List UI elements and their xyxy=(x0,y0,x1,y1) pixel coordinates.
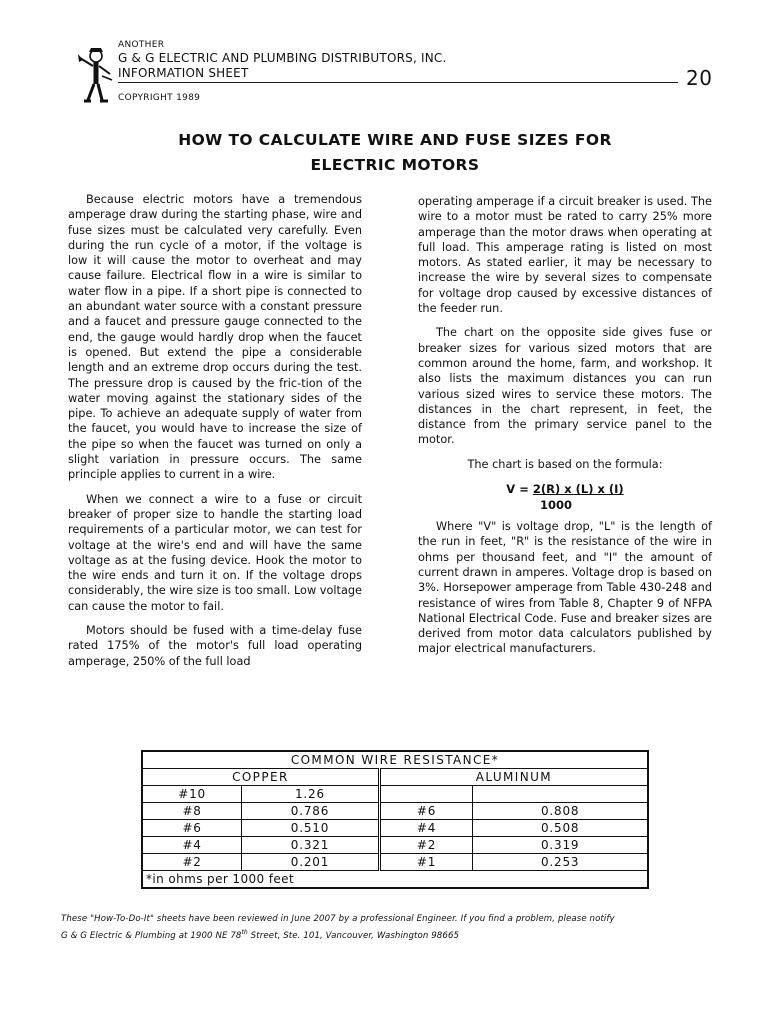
table-footnote: *in ohms per 1000 feet xyxy=(142,871,648,889)
copper-size: #6 xyxy=(142,820,242,837)
title-line-1: HOW TO CALCULATE WIRE AND FUSE SIZES FOR xyxy=(178,131,612,149)
aluminum-size: #1 xyxy=(379,854,473,871)
header-company: G & G ELECTRIC AND PLUMBING DISTRIBUTORS, INC. xyxy=(118,51,447,65)
right-paragraph-1: operating amperage if a circuit breaker is used. The wire to a motor must be rated to carry 25% more amperage than the motor draws when operating at full load. This amperage rating is listed on most motors. As stated earlier, it may be necessary to increase the wire by several sizes to compensate for voltage drop caused by excessive distances of the feeder run. xyxy=(418,195,712,316)
page-header xyxy=(74,40,734,104)
header-copyright: COPYRIGHT 1989 xyxy=(118,93,201,103)
copper-resistance: 1.26 xyxy=(242,786,380,803)
aluminum-resistance: 0.508 xyxy=(473,820,648,837)
aluminum-header: ALUMINUM xyxy=(379,769,648,786)
table-row xyxy=(142,786,648,803)
footer-address-end: Street, Ste. 101, Vancouver, Washington 98665 xyxy=(247,930,460,941)
table-row xyxy=(142,820,648,837)
aluminum-resistance: 0.808 xyxy=(473,803,648,820)
formula xyxy=(418,481,712,497)
page-footer xyxy=(61,913,721,943)
copper-size: #8 xyxy=(142,803,242,820)
left-paragraph-2: When we connect a wire to a fuse or circuit breaker of proper size to handle the starting load requirements of a particular motor, we can test for voltage at the wire's end and will have the same voltage as at the fusing device. Hook the motor to the wire ends and turn it on. If the voltage drops considerably, the wire size is too small. Low voltage can cause the motor to fail. xyxy=(68,492,362,613)
footer-ordinal: th xyxy=(241,929,248,936)
aluminum-size: #4 xyxy=(379,820,473,837)
formula-denominator: 1000 xyxy=(539,498,572,513)
copper-resistance: 0.201 xyxy=(242,854,380,871)
page-number: 20 xyxy=(686,66,713,90)
aluminum-resistance xyxy=(473,786,648,803)
aluminum-size xyxy=(379,786,473,803)
header-another: ANOTHER xyxy=(118,40,165,50)
footer-line-1: These "How-To-Do-It" sheets have been reviewed in June 2007 by a professional Engineer. If you find a problem, please notify xyxy=(61,914,615,924)
title-line-2: ELECTRIC MOTORS xyxy=(310,156,480,174)
formula-prefix: V = xyxy=(506,482,533,497)
table-row xyxy=(142,803,648,820)
table-row xyxy=(142,854,648,871)
wire-resistance-table xyxy=(141,750,649,889)
formula-numerator: 2(R) x (L) x (I) xyxy=(532,482,624,497)
right-paragraph-2: The chart on the opposite side gives fuse or breaker sizes for various sized motors that are common around the home, farm, and workshop. It also lists the maximum distances you can run various sized wires to service these motors. The distances in the chart represent, in feet, the distance from the primary service panel to the motor. xyxy=(418,326,712,447)
right-column xyxy=(418,194,712,666)
copper-resistance: 0.510 xyxy=(242,820,380,837)
footer-address-start: G & G Electric & Plumbing at 1900 NE 78 xyxy=(61,930,242,941)
copper-size: #2 xyxy=(142,854,242,871)
electrician-mascot-logo xyxy=(74,46,114,104)
header-text-block xyxy=(118,40,678,83)
formula-intro: The chart is based on the formula: xyxy=(467,457,663,471)
page-title xyxy=(100,128,690,178)
aluminum-resistance: 0.253 xyxy=(473,854,648,871)
copper-resistance: 0.321 xyxy=(242,837,380,854)
left-column xyxy=(68,192,362,678)
table-row xyxy=(142,837,648,854)
aluminum-size: #6 xyxy=(379,803,473,820)
left-paragraph-1: Because electric motors have a tremendous amperage draw during the starting phase, wire and fuse sizes must be calculated very carefully. Even during the run cycle of a motor, if the voltage is low it will cause the motor to overheat and may cause failure. Electrical flow in a wire is similar to water flow in a pipe. If a short pipe is connected to an abundant water source with a constant pressure and a faucet and pressure gauge connected to the end, the gauge would hardly drop when the faucet is opened. But extend the pipe a considerable length and an extreme drop occurs during the test. The pressure drop is caused by the fric-tion of the water moving against the stationary sides of the pipe. To achieve an adequate supply of water from the faucet, you would have to increase the size of the pipe so when the faucet was turned on only a slight variation in pressure occurs. The same principle applies to current in a wire. xyxy=(68,193,362,482)
copper-header: COPPER xyxy=(142,769,379,786)
footer-line-2 xyxy=(61,926,721,943)
left-paragraph-3: Motors should be fused with a time-delay fuse rated 175% of the motor's full load operating amperage, 250% of the full load xyxy=(68,624,362,668)
aluminum-size: #2 xyxy=(379,837,473,854)
copper-resistance: 0.786 xyxy=(242,803,380,820)
copper-size: #4 xyxy=(142,837,242,854)
header-sheet-label: INFORMATION SHEET xyxy=(118,66,249,80)
copper-size: #10 xyxy=(142,786,242,803)
right-paragraph-3: Where "V" is voltage drop, "L" is the length of the run in feet, "R" is the resistance of the wire in ohms per thousand feet, and "I" the amount of current drawn in amperes. Voltage drop is based on 3%. Horsepower amperage from Table 430-248 and resistance of wires from Table 8, Chapter 9 of NFPA National Electrical Code. Fuse and breaker sizes are derived from motor data calculators published by major electrical manufacturers. xyxy=(418,520,712,656)
table-title: COMMON WIRE RESISTANCE* xyxy=(142,751,648,769)
aluminum-resistance: 0.319 xyxy=(473,837,648,854)
